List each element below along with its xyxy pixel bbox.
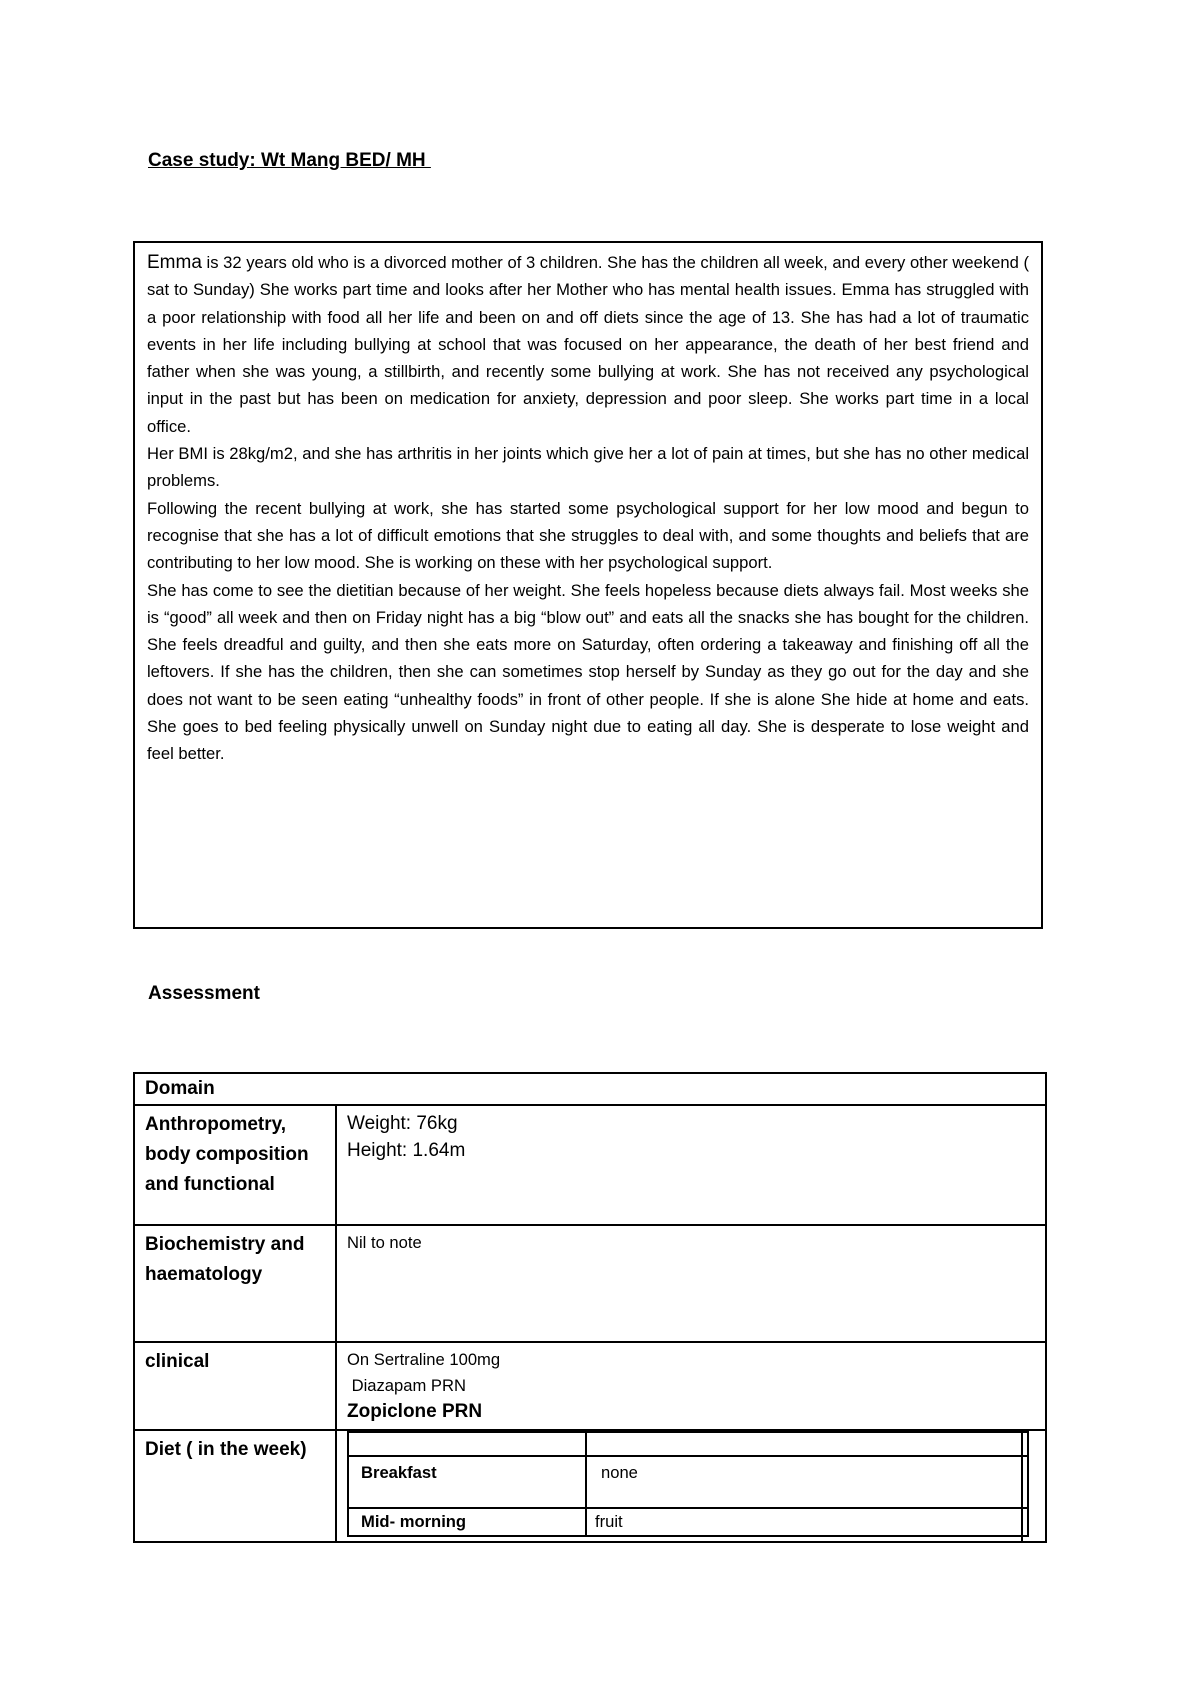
case-paragraph-1 — [147, 249, 1029, 440]
anthropometry-value — [336, 1105, 1046, 1225]
table-row-anthropometry — [134, 1105, 1046, 1225]
diet-food-cell — [586, 1432, 1028, 1456]
diet-meal-cell — [348, 1432, 586, 1456]
clinical-value — [336, 1342, 1046, 1430]
diet-row-breakfast — [348, 1456, 1028, 1508]
height-value: Height: 1.64m — [347, 1140, 466, 1161]
table-row-biochemistry — [134, 1225, 1046, 1342]
diet-food-breakfast: none — [586, 1456, 1028, 1508]
table-row-domain — [134, 1073, 1046, 1105]
case-paragraph-2: Her BMI is 28kg/m2, and she has arthritis in her joints which give her a lot of pain at times, but she has no other medical problems. — [147, 444, 1029, 491]
diet-label: Diet ( in the week) — [134, 1430, 336, 1542]
table-row-clinical — [134, 1342, 1046, 1430]
diet-table — [347, 1431, 1029, 1537]
page-title: Case study: Wt Mang BED/ MH — [148, 150, 431, 171]
table-row-diet — [134, 1430, 1046, 1542]
diet-value — [336, 1430, 1046, 1542]
diet-meal-mid-morning: Mid- morning — [348, 1508, 586, 1536]
diet-divider — [1021, 1431, 1023, 1541]
case-paragraph-3: Following the recent bullying at work, she has started some psychological support for her low mood and begun to recognise that she has a lot of difficult emotions that she struggles to deal with, and some thoughts and beliefs that are contributing to her low mood. She is working on these with her psychological support. — [147, 498, 1029, 573]
case-study-box — [133, 241, 1043, 929]
medication-zopiclone: Zopiclone PRN — [347, 1401, 483, 1422]
clinical-label: clinical — [134, 1342, 336, 1430]
case-paragraph-4: She has come to see the dietitian because of her weight. She feels hopeless because diets always fail. Most weeks she is “good” all week and then on Friday night has a big “blow out” and eats all the snacks she has bought for the children. She feels dreadful and guilty, and then she eats more on Saturday, often ordering a takeaway and finishing off all the leftovers. If she has the children, then she can sometimes stop herself by Sunday as they go out for the day and she does not want to be seen eating “unhealthy foods” in front of other people. If she is alone She hide at home and eats. She goes to bed feeling physically unwell on Sunday night due to eating all day. She is desperate to lose weight and feel better. — [147, 580, 1029, 764]
diet-meal-breakfast: Breakfast — [348, 1456, 586, 1508]
diet-row-mid-morning — [348, 1508, 1028, 1536]
diet-food-mid-morning: fruit — [586, 1508, 1028, 1536]
medication-sertraline: On Sertraline 100mg — [347, 1350, 501, 1369]
biochemistry-label: Biochemistry and haematology — [134, 1225, 336, 1342]
medication-diazapam: Diazapam PRN — [347, 1376, 466, 1395]
weight-value: Weight: 76kg — [347, 1113, 458, 1134]
case-paragraph-1-text: is 32 years old who is a divorced mother of 3 children. She has the children all week, and every other weekend ( sat to Sunday) She works part time and looks after her Mother who has mental health issues. Emma has struggled with a poor relationship with food all her life and been on and off diets since the age of 13. She has had a lot of traumatic events in her life including bullying at school that was focused on her appearance, the death of her best friend and father when she was young, a stillbirth, and recently some bullying at work. She has not received any psychological input in the past but has been on medication for anxiety, depression and poor sleep. She works part time in a local office. — [147, 253, 1029, 436]
anthropometry-label: Anthropometry, body composition and functional — [134, 1105, 336, 1225]
assessment-table — [133, 1072, 1047, 1543]
biochemistry-value: Nil to note — [336, 1225, 1046, 1342]
case-lead-name: Emma — [147, 252, 202, 273]
assessment-heading: Assessment — [148, 983, 260, 1004]
domain-header: Domain — [134, 1073, 1046, 1105]
diet-row-empty — [348, 1432, 1028, 1456]
